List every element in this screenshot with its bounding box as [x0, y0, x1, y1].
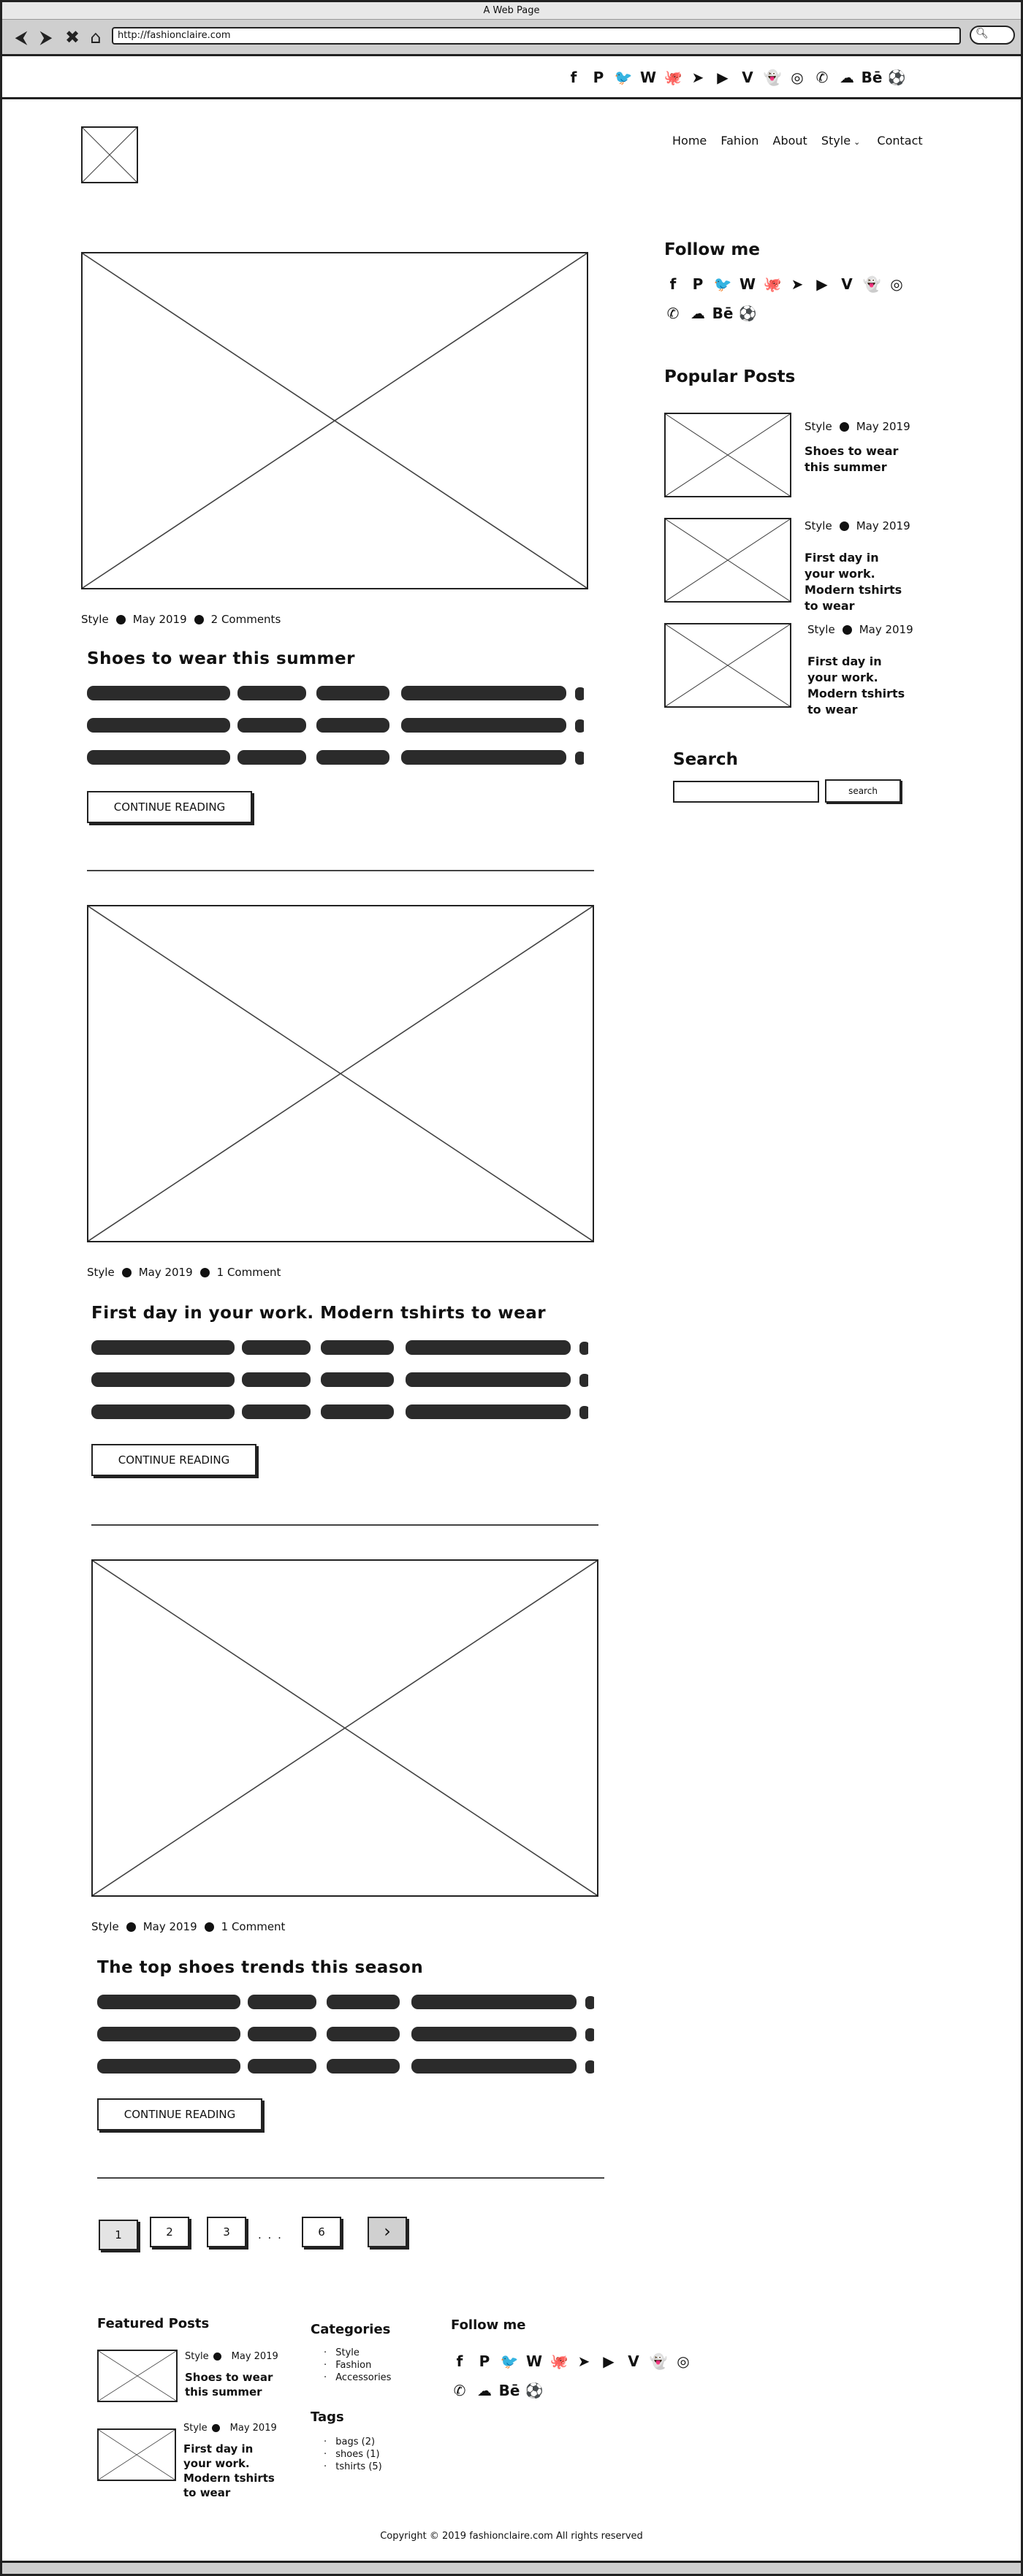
separator-dot — [843, 625, 852, 635]
soundcloud-icon[interactable]: ☁ — [477, 2382, 492, 2399]
post-category[interactable]: Style — [81, 613, 109, 626]
browser-search[interactable] — [970, 26, 1015, 45]
categories-list — [324, 2347, 391, 2384]
snapchat-icon[interactable]: 👻 — [649, 2353, 668, 2370]
post-date: May 2019 — [142, 1920, 197, 1933]
youtube-icon[interactable]: ▶ — [717, 69, 729, 86]
copyright: Copyright © 2019 fashionclaire.com All rights reserved — [380, 2531, 643, 2542]
social-icons — [451, 2353, 699, 2370]
popular-post-thumb[interactable] — [664, 518, 791, 603]
nav-home[interactable]: Home — [672, 134, 707, 148]
snapchat-icon[interactable]: 👻 — [763, 69, 782, 86]
tags-heading: Tags — [311, 2409, 344, 2425]
excerpt-placeholder — [91, 1339, 588, 1423]
post-image[interactable] — [87, 905, 594, 1242]
top-social-bar — [2, 58, 1021, 99]
pinterest-icon[interactable]: 𝗣 — [692, 275, 704, 293]
popular-post-category[interactable]: Style — [805, 420, 832, 433]
sidebar-search-button[interactable]: search — [825, 779, 901, 803]
post-comments[interactable]: 1 Comment — [216, 1266, 281, 1279]
social-icons — [664, 275, 913, 293]
post-meta — [87, 1266, 281, 1279]
twitter-icon[interactable]: 🐦 — [713, 275, 732, 293]
featured-post-category[interactable]: Style — [185, 2351, 209, 2362]
tag-link[interactable]: · shoes (1) — [324, 2448, 382, 2461]
snapchat-icon[interactable]: 👻 — [862, 275, 881, 293]
separator-dot — [122, 1268, 132, 1277]
dribbble-icon[interactable]: ⚽ — [887, 69, 906, 86]
telegram-icon[interactable]: ➤ — [691, 69, 704, 86]
page-1-button[interactable]: 1 — [99, 2220, 138, 2250]
search-heading: Search — [673, 750, 739, 769]
continue-reading-button[interactable]: CONTINUE READING — [91, 1444, 256, 1476]
instagram-icon[interactable]: ◎ — [791, 69, 804, 86]
telegram-icon[interactable]: ➤ — [791, 275, 804, 293]
dribbble-icon[interactable]: ⚽ — [525, 2382, 544, 2399]
behance-icon[interactable]: Bē — [861, 69, 883, 86]
popular-post-date: May 2019 — [859, 623, 913, 636]
tag-link[interactable]: · tshirts (5) — [324, 2461, 382, 2473]
wordpress-icon[interactable]: W — [639, 69, 657, 86]
excerpt-placeholder — [87, 684, 584, 769]
follow-heading: Follow me — [664, 240, 760, 259]
browser-statusbar — [2, 2561, 1021, 2574]
close-icon[interactable]: ✖ — [64, 27, 80, 47]
facebook-icon[interactable]: f — [669, 275, 677, 293]
facebook-icon[interactable]: f — [456, 2353, 463, 2370]
soundcloud-icon[interactable]: ☁ — [840, 69, 854, 86]
social-icons — [565, 69, 913, 86]
vimeo-icon[interactable]: V — [628, 2353, 639, 2370]
whatsapp-icon[interactable]: ✆ — [453, 2382, 466, 2399]
post-title[interactable]: The top shoes trends this season — [97, 1958, 424, 1977]
featured-post-date: May 2019 — [231, 2351, 278, 2362]
separator-dot — [840, 422, 849, 432]
separator-dot — [205, 1922, 214, 1932]
whatsapp-icon[interactable]: ✆ — [666, 305, 680, 322]
nav-contact[interactable]: Contact — [877, 134, 923, 148]
nav-fashion[interactable]: Fahion — [720, 134, 759, 148]
pagination-ellipsis: . . . — [258, 2228, 283, 2241]
divider — [87, 870, 594, 871]
forward-icon[interactable]: ⮞ — [39, 27, 53, 47]
post-comments[interactable]: 1 Comment — [221, 1920, 286, 1933]
separator-dot — [212, 2424, 220, 2432]
youtube-icon[interactable]: ▶ — [603, 2353, 615, 2370]
divider — [97, 2177, 604, 2179]
tags-list — [324, 2436, 382, 2473]
post-image[interactable] — [81, 252, 588, 589]
popular-posts-heading: Popular Posts — [664, 367, 796, 386]
category-link[interactable]: · Fashion — [324, 2359, 391, 2371]
page-2-button[interactable]: 2 — [150, 2217, 189, 2247]
popular-post-thumb[interactable] — [664, 413, 791, 497]
separator-dot — [213, 2353, 221, 2361]
page-6-button[interactable]: 6 — [302, 2217, 341, 2247]
post-category[interactable]: Style — [87, 1266, 115, 1279]
instagram-icon[interactable]: ◎ — [677, 2353, 690, 2370]
vimeo-icon[interactable]: V — [841, 275, 853, 293]
instagram-icon[interactable]: ◎ — [890, 275, 903, 293]
dribbble-icon[interactable]: ⚽ — [738, 305, 757, 322]
category-link[interactable]: · Style — [324, 2347, 391, 2359]
post-meta — [91, 1920, 285, 1933]
featured-post-meta — [185, 2351, 278, 2362]
browser-toolbar — [2, 20, 1021, 56]
address-bar[interactable]: http://fashionclaire.com — [112, 27, 961, 45]
popular-post-title[interactable]: First day in your work. Modern tshirts to wear — [805, 551, 902, 613]
post-title[interactable]: Shoes to wear this summer — [87, 649, 355, 668]
featured-post-thumb[interactable] — [97, 2350, 178, 2402]
github-icon[interactable]: 🐙 — [763, 275, 782, 293]
whatsapp-icon[interactable]: ✆ — [815, 69, 829, 86]
categories-heading: Categories — [311, 2322, 391, 2337]
post-comments[interactable]: 2 Comments — [210, 613, 281, 626]
window-title: A Web Page — [2, 2, 1021, 20]
facebook-icon[interactable]: f — [570, 69, 577, 86]
nav-style[interactable]: Style ⌄ — [821, 134, 861, 148]
featured-post-title[interactable]: First day in your work. Modern tshirts to wear — [183, 2442, 275, 2499]
popular-post-category[interactable]: Style — [807, 623, 835, 636]
category-link[interactable]: · Accessories — [324, 2371, 391, 2384]
featured-post-thumb[interactable] — [97, 2428, 176, 2481]
separator-dot — [840, 521, 849, 531]
behance-icon[interactable]: Bē — [498, 2382, 520, 2399]
github-icon[interactable]: 🐙 — [663, 69, 682, 86]
back-icon[interactable]: ⮜ — [15, 27, 28, 47]
chevron-down-icon: ⌄ — [853, 137, 861, 147]
youtube-icon[interactable]: ▶ — [816, 275, 828, 293]
search-icon: 🔍︎ — [976, 28, 989, 39]
post-title[interactable]: First day in your work. Modern tshirts to wear — [91, 1304, 547, 1323]
footer-follow-heading: Follow me — [451, 2317, 526, 2333]
sidebar-search-input[interactable] — [673, 781, 819, 803]
excerpt-placeholder — [97, 1993, 594, 2078]
home-icon[interactable]: ⌂ — [90, 27, 102, 47]
post-image[interactable] — [91, 1559, 598, 1897]
chevron-right-icon: › — [384, 2221, 391, 2241]
popular-post-date: May 2019 — [856, 420, 910, 433]
featured-posts-heading: Featured Posts — [97, 2316, 210, 2331]
site-logo[interactable] — [81, 126, 138, 183]
nav-about[interactable]: About — [772, 134, 807, 148]
popular-post-category[interactable]: Style — [805, 519, 832, 532]
post-date: May 2019 — [138, 1266, 193, 1279]
social-icons — [664, 305, 764, 322]
post-category[interactable]: Style — [91, 1920, 119, 1933]
github-icon[interactable]: 🐙 — [549, 2353, 568, 2370]
separator-dot — [126, 1922, 136, 1932]
popular-post-thumb[interactable] — [664, 623, 791, 708]
featured-post-date: May 2019 — [229, 2423, 277, 2434]
main-nav — [672, 134, 933, 148]
page-3-button[interactable]: 3 — [207, 2217, 246, 2247]
continue-reading-button[interactable]: CONTINUE READING — [97, 2098, 262, 2130]
featured-post-category[interactable]: Style — [183, 2423, 208, 2434]
featured-post-meta — [183, 2423, 277, 2434]
social-icons — [451, 2382, 550, 2399]
post-meta — [81, 613, 281, 626]
separator-dot — [200, 1268, 210, 1277]
pinterest-icon[interactable]: 𝗣 — [479, 2353, 490, 2370]
popular-post-title[interactable]: Shoes to wear this summer — [805, 444, 899, 474]
popular-post-date: May 2019 — [856, 519, 910, 532]
separator-dot — [194, 615, 204, 624]
tag-link[interactable]: · bags (2) — [324, 2436, 382, 2448]
vimeo-icon[interactable]: V — [742, 69, 753, 86]
featured-post-title[interactable]: Shoes to wear this summer — [185, 2371, 273, 2399]
post-date: May 2019 — [132, 613, 187, 626]
next-page-button[interactable] — [368, 2217, 407, 2247]
telegram-icon[interactable]: ➤ — [577, 2353, 590, 2370]
soundcloud-icon[interactable]: ☁ — [691, 305, 705, 322]
wordpress-icon[interactable]: W — [739, 275, 756, 293]
divider — [91, 1524, 598, 1526]
popular-post-meta — [805, 519, 910, 532]
behance-icon[interactable]: Bē — [712, 305, 734, 322]
pinterest-icon[interactable]: 𝗣 — [593, 69, 604, 86]
twitter-icon[interactable]: 🐦 — [500, 2353, 519, 2370]
separator-dot — [116, 615, 126, 624]
popular-post-meta — [805, 420, 910, 433]
wordpress-icon[interactable]: W — [525, 2353, 543, 2370]
continue-reading-button[interactable]: CONTINUE READING — [87, 791, 252, 823]
popular-post-meta — [807, 623, 913, 636]
twitter-icon[interactable]: 🐦 — [614, 69, 633, 86]
popular-post-title[interactable]: First day in your work. Modern tshirts to wear — [807, 654, 905, 716]
